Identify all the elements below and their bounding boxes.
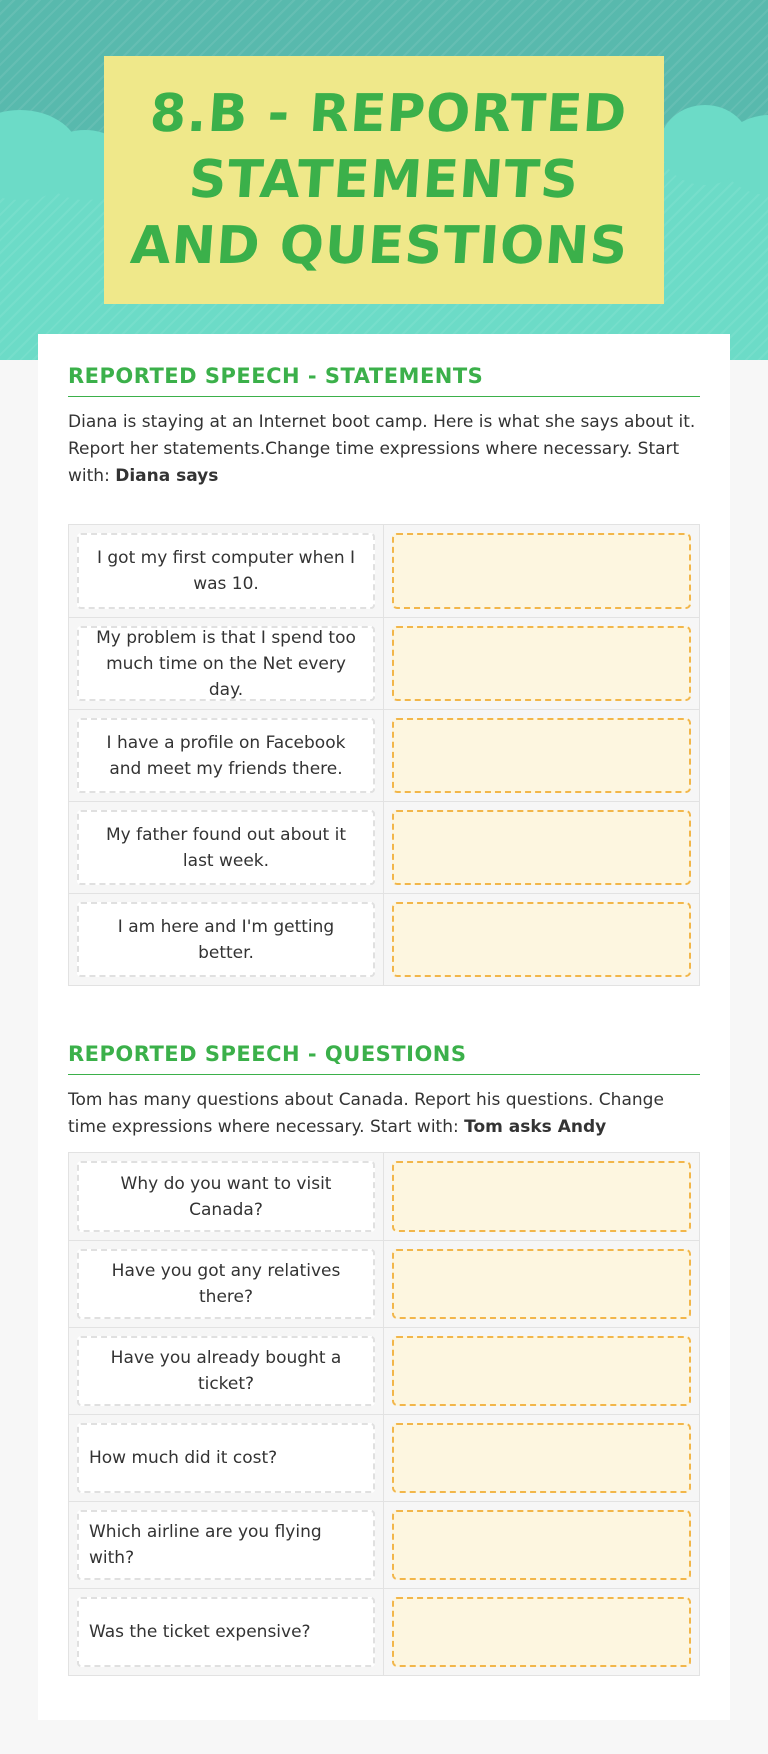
statement-prompt: I have a profile on Facebook and meet my friends there. xyxy=(77,718,375,793)
table-row xyxy=(69,1153,699,1240)
statements-section xyxy=(68,364,700,490)
answer-drop-zone[interactable] xyxy=(392,1249,691,1319)
table-row xyxy=(69,1327,699,1414)
questions-section xyxy=(68,1042,700,1141)
table-row xyxy=(69,1501,699,1588)
table-row xyxy=(69,1240,699,1327)
question-prompt: Which airline are you flying with? xyxy=(77,1510,375,1580)
questions-table xyxy=(68,1152,700,1676)
title-box xyxy=(104,56,664,304)
table-row xyxy=(69,1588,699,1675)
statements-table xyxy=(68,524,700,986)
table-row xyxy=(69,893,699,985)
table-row xyxy=(69,1414,699,1501)
answer-drop-zone[interactable] xyxy=(392,1510,691,1580)
statement-prompt: My father found out about it last week. xyxy=(77,810,375,885)
hero-banner xyxy=(0,0,768,360)
answer-drop-zone[interactable] xyxy=(392,1597,691,1667)
worksheet-card xyxy=(38,334,730,1720)
page-title: 8.B - REPORTED STATEMENTS AND QUESTIONS xyxy=(128,84,631,276)
statement-prompt: I got my first computer when I was 10. xyxy=(77,533,375,609)
statement-prompt: I am here and I'm getting better. xyxy=(77,902,375,977)
answer-drop-zone[interactable] xyxy=(392,533,691,609)
answer-drop-zone[interactable] xyxy=(392,718,691,793)
question-prompt: How much did it cost? xyxy=(77,1423,375,1493)
question-prompt: Was the ticket expensive? xyxy=(77,1597,375,1667)
table-row xyxy=(69,709,699,801)
question-prompt: Have you got any relatives there? xyxy=(77,1249,375,1319)
question-prompt: Why do you want to visit Canada? xyxy=(77,1161,375,1232)
table-row xyxy=(69,525,699,617)
answer-drop-zone[interactable] xyxy=(392,626,691,701)
answer-drop-zone[interactable] xyxy=(392,1423,691,1493)
question-prompt: Have you already bought a ticket? xyxy=(77,1336,375,1406)
section-title: REPORTED SPEECH - QUESTIONS xyxy=(68,1042,700,1075)
answer-drop-zone[interactable] xyxy=(392,902,691,977)
section-title: REPORTED SPEECH - STATEMENTS xyxy=(68,364,700,397)
section-description: Diana is staying at an Internet boot camp. Here is what she says about it. Report her statements.Change time expressions where necessary. Start with: Diana says xyxy=(68,412,696,486)
table-row xyxy=(69,801,699,893)
table-row xyxy=(69,617,699,709)
answer-drop-zone[interactable] xyxy=(392,1161,691,1232)
statement-prompt: My problem is that I spend too much time on the Net every day. xyxy=(77,626,375,701)
section-description: Tom has many questions about Canada. Report his questions. Change time expressions where necessary. Start with: Tom asks Andy xyxy=(68,1090,664,1137)
answer-drop-zone[interactable] xyxy=(392,810,691,885)
answer-drop-zone[interactable] xyxy=(392,1336,691,1406)
